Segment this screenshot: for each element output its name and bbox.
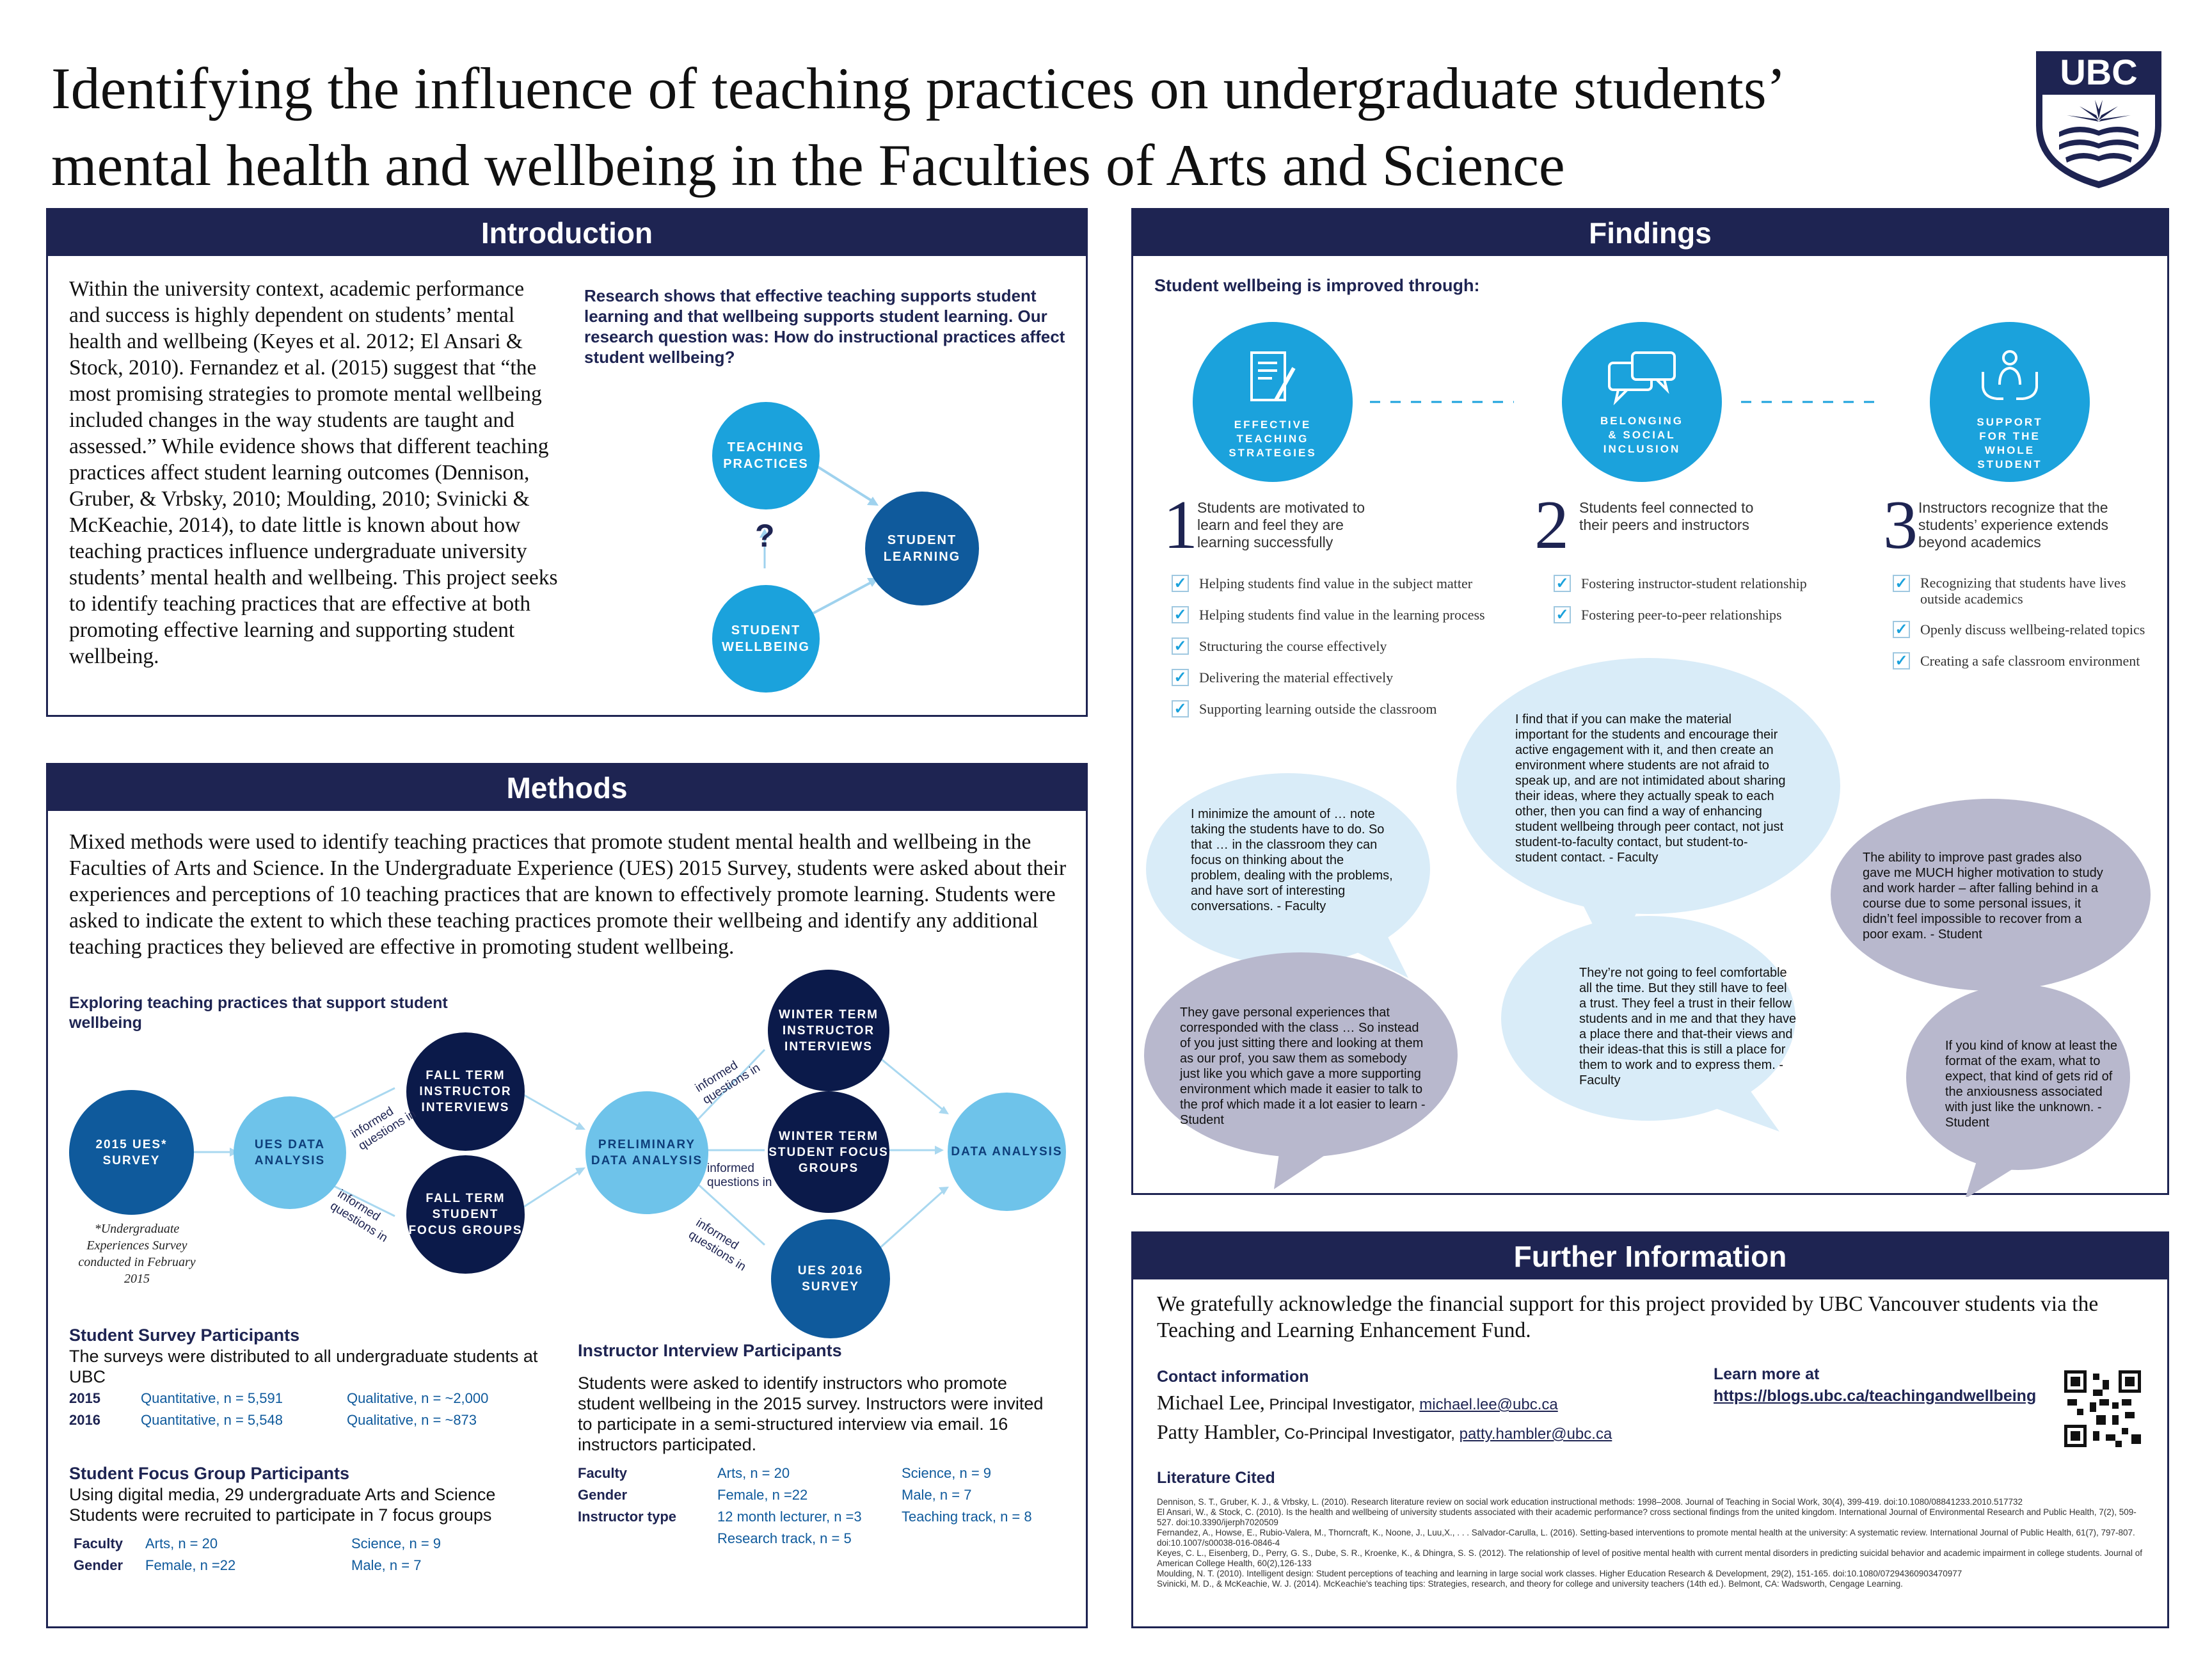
research-question: Research shows that effective teaching supports student learning and that wellbeing supports student learning. Our research question was: How do instructional practices affect student wellbeing? <box>584 286 1065 367</box>
contact-heading: Contact information <box>1157 1368 1309 1386</box>
reference-item: Fernandez, A., Howse, E., Rubio-Valera, M., Thorncraft, K., Noone, J., Luu,X., . . . Salvador-Carulla, L. (2016). Setting-based interventions to promote mental health at the university: A systematic review. International Journal of Public Health, 61(7), 797-807. doi:10.1007/s00038-016-0846-4 <box>1157 1528 2135 1548</box>
instructor-value-b: Science, n = 9 <box>902 1465 992 1481</box>
informed-label-1: informed questions in <box>349 1104 418 1153</box>
contact-line-1 <box>1157 1390 1558 1418</box>
list-item-label: Helping students find value in the subject matter <box>1199 575 1473 591</box>
checkmark-icon: ✓ <box>1893 621 1910 638</box>
list-item-label: Fostering instructor-student relationship <box>1581 575 1807 591</box>
instructor-label <box>578 1528 717 1550</box>
instructor-label: Faculty <box>578 1465 628 1481</box>
instructor-value-a: Arts, n = 20 <box>717 1465 790 1481</box>
theme-label: SUPPORT FOR THE WHOLE STUDENT <box>1977 416 2043 470</box>
list-item-label: Structuring the course effectively <box>1199 637 1387 654</box>
list-item-label: Openly discuss wellbeing-related topics <box>1920 621 2145 637</box>
table-row <box>69 1388 488 1409</box>
instructor-participants-heading: Instructor Interview Participants <box>578 1341 842 1360</box>
quote-bubble-4: They gave personal experiences that corresponded with the class … So instead of you just sitting there and looking at them as our prof, you saw them as somebody just like you which gave a more supporting environment which made it easier to talk to the prof which made it a lot easier to learn - Student <box>1180 1006 1426 1127</box>
focus-value-b: Male, n = 7 <box>351 1557 422 1573</box>
table-row <box>69 1409 488 1431</box>
instructor-label: Instructor type <box>578 1509 677 1525</box>
survey-participants-heading: Student Survey Participants <box>69 1326 300 1345</box>
quote-bubble-2: I find that if you can make the material important for the students and encourage their active engagement with it, and then create an environment where students are not afraid to speak up, and are not intimidated about sharing their ideas, where they actually speak to each other, then you can find a way of enhancing student wellbeing through peer contact, not just student-to-faculty contact, but student-to-student contact. - Faculty <box>1515 712 1786 865</box>
quote-bubble-6: If you kind of know at least the format of the exam, what to expect, that kind of gets rid of the anxiousness associated with just like the unknown. - Student <box>1945 1039 2118 1130</box>
informed-label-5: informed questions in <box>686 1216 749 1274</box>
list-item-label: Creating a safe classroom environment <box>1920 652 2140 669</box>
checkmark-icon: ✓ <box>1172 637 1189 655</box>
theme-statement-1: Students are motivated to learn and feel they are learning successfully <box>1197 499 1365 550</box>
informed-label-3: informed questions in <box>693 1058 763 1107</box>
quote-bubble-1: I minimize the amount of … note taking the students have to do. So that … in the classroom they can focus on thinking about the problem, dealing with the problems, and have sort of interesting conversations. - Faculty <box>1191 807 1393 913</box>
node-fall-term-instructor-interviews: FALL TERM INSTRUCTOR INTERVIEWS <box>406 1032 525 1151</box>
survey-table <box>69 1388 488 1431</box>
list-item-label: Supporting learning outside the classroom <box>1199 700 1437 717</box>
reference-item: Dennison, S. T., Gruber, K. J., & Vrbsky, L. (2010). Research literature review on social work education instructional methods: 1998–2008. Journal of Teaching in Social Work, 30(4), 399-419. doi:10.1080/08841233.2010.517732 <box>1157 1497 2023 1507</box>
learn-more-link[interactable] <box>1714 1387 2036 1406</box>
instructor-value-a: 12 month lecturer, n =3 <box>717 1509 862 1525</box>
contact-name: Patty Hambler, <box>1157 1420 1280 1443</box>
title-line-2: mental health and wellbeing in the Faculties of Arts and Science <box>51 132 1565 198</box>
instructor-value-a: Female, n =22 <box>717 1487 808 1503</box>
survey-qual: Qualitative, n = ~2,000 <box>347 1390 489 1406</box>
findings-subtitle: Student wellbeing is improved through: <box>1154 276 1480 295</box>
learn-more-label: Learn more at <box>1714 1365 1820 1383</box>
focus-participants-desc: Using digital media, 29 undergraduate Arts and Science Students were recruited to participate in 7 focus groups <box>69 1485 496 1525</box>
theme-number-1: 1 <box>1163 487 1198 563</box>
survey-quant: Quantitative, n = 5,548 <box>141 1412 283 1428</box>
title-line-1: Identifying the influence of teaching practices on undergraduate students’ <box>51 56 1786 121</box>
instructor-value-a: Research track, n = 5 <box>717 1530 852 1546</box>
list-item-label: Recognizing that students have lives outside academics <box>1920 575 2126 607</box>
theme-statement-3: Instructors recognize that the students’ experience extends beyond academics <box>1918 499 2109 550</box>
survey-qual: Qualitative, n = ~873 <box>347 1412 477 1428</box>
survey-quant: Quantitative, n = 5,591 <box>141 1390 283 1406</box>
table-row <box>578 1506 1032 1528</box>
informed-label-4: informed questions in <box>707 1162 772 1189</box>
question-mark: ? <box>755 518 775 554</box>
survey-participants-desc: The surveys were distributed to all undergraduate students at UBC <box>69 1347 538 1386</box>
focus-table <box>74 1533 441 1576</box>
focus-value-a: Arts, n = 20 <box>145 1535 218 1551</box>
instructor-participants-desc: Students were asked to identify instructors who promote student wellbeing in the 2015 survey. Instructors were invited to participate in a semi-structured interview via email. 16 instructors participated. <box>578 1374 1044 1454</box>
contact-role: Co-Principal Investigator, <box>1284 1425 1455 1443</box>
link-part-2: /teachingandwellbeing <box>1865 1387 2037 1405</box>
checkmark-icon: ✓ <box>1554 606 1571 623</box>
node-ues-2016-survey: UES 2016 SURVEY <box>771 1219 890 1338</box>
intro-diagram-arrows <box>48 210 1090 719</box>
instructor-value-b: Teaching track, n = 8 <box>902 1509 1032 1525</box>
contact-email-link[interactable]: michael.lee@ubc.ca <box>1419 1396 1558 1413</box>
survey-year: 2015 <box>69 1390 100 1406</box>
reference-item: Moulding, N. T. (2010). Intelligent design: Student perceptions of teaching and learning in large social work classes. Higher Education Research & Development, 29(2), 151-165. doi:10.1080/07294360903470977 <box>1157 1569 1962 1578</box>
instructor-label: Gender <box>578 1487 628 1503</box>
list-item-label: Fostering peer-to-peer relationships <box>1581 606 1782 623</box>
methods-panel <box>46 763 1088 1628</box>
reference-item: Svinicki, M. D., & McKeachie, W. J. (2014). McKeachie's teaching tips: Strategies, research, and theory for college and university teachers (14th ed.). Belmont, CA: Wadsworth, Cengage Learning. <box>1157 1579 1903 1589</box>
node-data-analysis: DATA ANALYSIS <box>948 1093 1066 1211</box>
theme-number-3: 3 <box>1883 487 1918 563</box>
introduction-heading: Introduction <box>48 210 1086 256</box>
node-preliminary-data-analysis: PRELIMINARY DATA ANALYSIS <box>585 1091 708 1214</box>
theme-number-2: 2 <box>1534 487 1569 563</box>
table-row <box>578 1463 1032 1484</box>
introduction-panel <box>46 208 1088 717</box>
findings-panel <box>1131 208 2169 1195</box>
theme-label: EFFECTIVE TEACHING STRATEGIES <box>1229 419 1317 459</box>
theme-label: BELONGING & SOCIAL INCLUSION <box>1600 415 1683 455</box>
further-information-heading: Further Information <box>1133 1233 2167 1279</box>
node-ues-2015-survey: 2015 UES* SURVEY <box>69 1090 194 1215</box>
quote-bubble-3: The ability to improve past grades also gave me MUCH higher motivation to study and work harder – after falling behind in a course due to some personal issues, it didn’t feel impossible to recover from a poor exam. - Student <box>1863 851 2103 942</box>
informed-label-2: informed questions in <box>328 1187 390 1246</box>
survey-year: 2016 <box>69 1412 100 1428</box>
focus-value-b: Science, n = 9 <box>351 1535 442 1551</box>
checkmark-icon: ✓ <box>1172 606 1189 623</box>
focus-value-a: Female, n =22 <box>145 1557 236 1573</box>
quote-bubble-5: They’re not going to feel comfortable all the time. But they still have to feel a trust. They feel a trust in their fellow students and in me and that they have a place there and that-their views and their ideas-that this is still a place for them to work and to express them. - Faculty <box>1579 966 1797 1087</box>
contact-email-link[interactable]: patty.hambler@ubc.ca <box>1459 1425 1612 1443</box>
list-item-label: Delivering the material effectively <box>1199 669 1394 685</box>
student-wellbeing-circle: STUDENT WELLBEING <box>712 585 820 693</box>
qr-code-icon <box>2064 1370 2141 1447</box>
methods-paragraph: Mixed methods were used to identify teaching practices that promote student mental health and wellbeing in the Faculties of Arts and Science. In the Undergraduate Experience (UES) 2015 Survey, students were asked about their experiences and perceptions of 10 teaching practices that are known to effectively promote learning. Students were asked to indicate the extent to which these teaching practices promote their wellbeing and identify any additional teaching practices they believed are effective in promoting student wellbeing. <box>69 830 1067 959</box>
node-fall-term-student-focus-groups: FALL TERM STUDENT FOCUS GROUPS <box>406 1155 525 1274</box>
focus-label: Faculty <box>74 1535 123 1551</box>
methods-heading: Methods <box>48 765 1086 811</box>
reference-item: Keyes, C. L., Eisenberg, D., Perry, G. S., Dube, S. R., Kroenke, K., & Dhingra, S. S. (2012). The relationship of level of positive mental health with current mental disorders in predicting suicidal behavior and academic impairment in college students. Journal of American College Health, 60(2),126-133 <box>1157 1548 2143 1568</box>
logo-text: UBC <box>2060 52 2138 92</box>
theme-statement-2: Students feel connected to their peers and instructors <box>1579 499 1754 533</box>
table-row <box>578 1484 1032 1506</box>
poster-title <box>51 50 1984 204</box>
intro-paragraph: Within the university context, academic performance and success is highly dependent on students’ mental health and wellbeing (Keyes et al. 2012; El Ansari & Stock, 2010). Fernandez et al. (2015) suggest that “the most promising strategies to promote mental wellbeing included changes in the way students are taught and assessed.” While evidence shows that different teaching practices affect student learning outcomes (Dennison, Gruber, & Vrbsky, 2010; Moulding, 2010; Svinicki & McKeachie, 2014), to date little is known about how teaching practices influence undergraduate university students’ mental health and wellbeing. This project seeks to identify teaching practices that are effective at both promoting effective learning and supporting student wellbeing. <box>69 277 558 668</box>
checkmark-icon: ✓ <box>1893 652 1910 669</box>
ubc-logo <box>2033 49 2164 191</box>
survey-footnote: *Undergraduate Experiences Survey conducted in February 2015 <box>78 1222 196 1286</box>
checkmark-icon: ✓ <box>1172 575 1189 592</box>
contact-line-2 <box>1157 1419 1612 1447</box>
instructor-table <box>578 1463 1032 1550</box>
link-part-1: https://blogs.ubc.ca <box>1714 1387 1865 1405</box>
further-information-panel <box>1131 1231 2169 1628</box>
acknowledgement: We gratefully acknowledge the financial support for this project provided by UBC Vancouver students via the Teaching and Learning Enhancement Fund. <box>1157 1292 2099 1342</box>
table-row <box>74 1555 441 1576</box>
student-learning-circle: STUDENT LEARNING <box>865 492 979 605</box>
teaching-practices-circle: TEACHING PRACTICES <box>712 402 820 509</box>
node-winter-term-student-focus-groups: WINTER TERM STUDENT FOCUS GROUPS <box>768 1091 889 1213</box>
list-item-label: Helping students find value in the learning process <box>1199 606 1485 623</box>
instructor-value-b: Male, n = 7 <box>902 1487 972 1503</box>
checkmark-icon: ✓ <box>1893 575 1910 592</box>
references-list <box>1157 1497 2149 1589</box>
checkmark-icon: ✓ <box>1554 575 1571 592</box>
contact-name: Michael Lee, <box>1157 1391 1265 1414</box>
findings-heading: Findings <box>1133 210 2167 256</box>
instructor-value-b <box>902 1528 1032 1550</box>
table-row <box>74 1533 441 1555</box>
literature-heading: Literature Cited <box>1157 1469 1275 1487</box>
checkmark-icon: ✓ <box>1172 669 1189 686</box>
node-winter-term-instructor-interviews: WINTER TERM INSTRUCTOR INTERVIEWS <box>768 970 889 1091</box>
table-row <box>578 1528 1032 1550</box>
flow-title: Exploring teaching practices that support student wellbeing <box>69 994 448 1032</box>
checkmark-icon: ✓ <box>1172 700 1189 717</box>
contact-role: Principal Investigator, <box>1269 1396 1415 1413</box>
focus-label: Gender <box>74 1557 123 1573</box>
focus-participants-heading: Student Focus Group Participants <box>69 1464 350 1483</box>
reference-item: El Ansari, W., & Stock, C. (2010). Is the health and wellbeing of university students associated with their academic performance? cross sectional findings from the united kingdom. International Journal of Environmental Research and Public Health, 7(2), 509-527. doi:10.3390/ijerph7020509 <box>1157 1507 2136 1527</box>
node-ues-data-analysis: UES DATA ANALYSIS <box>234 1096 346 1209</box>
